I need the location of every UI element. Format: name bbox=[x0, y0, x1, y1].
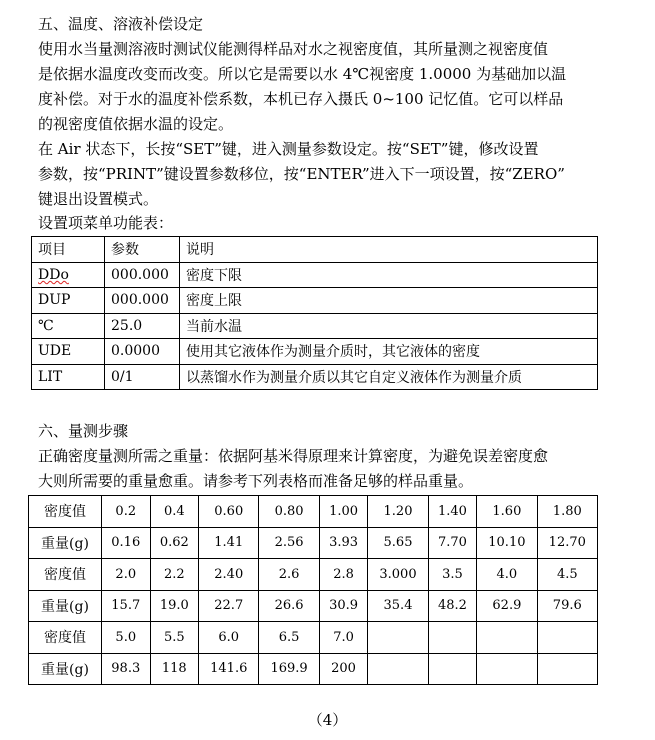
table-cell: 使用其它液体作为测量介质时，其它液体的密度 bbox=[180, 339, 598, 365]
table-cell: 2.2 bbox=[150, 559, 199, 591]
table-cell: 79.6 bbox=[537, 590, 597, 622]
table-cell: 0.0000 bbox=[105, 339, 180, 365]
table-cell: 62.9 bbox=[477, 590, 537, 622]
section5-para2-line: 键退出设置模式。 bbox=[38, 190, 159, 208]
table-cell: 48.2 bbox=[428, 590, 477, 622]
table-cell bbox=[477, 622, 537, 654]
table-cell: 0.16 bbox=[102, 527, 151, 559]
table-cell: 当前水温 bbox=[180, 313, 598, 339]
table-cell: 2.56 bbox=[259, 527, 319, 559]
table-cell: 4.0 bbox=[477, 559, 537, 591]
table-cell: 2.0 bbox=[102, 559, 151, 591]
table-row bbox=[29, 496, 598, 528]
section6-para-line: 正确密度量测所需之重量：依据阿基米得原理来计算密度，为避免误差密度愈 bbox=[38, 447, 549, 465]
table-cell: 5.65 bbox=[368, 527, 428, 559]
table-cell: 200 bbox=[319, 653, 368, 685]
section5-para2-line: 在 Air 状态下，长按“SET”键，进入测量参数设定。按“SET”键，修改设置 bbox=[38, 140, 539, 158]
table-row bbox=[29, 559, 598, 591]
table-cell: 4.5 bbox=[537, 559, 597, 591]
table-cell: 26.6 bbox=[259, 590, 319, 622]
table-header-cell: 参数 bbox=[105, 237, 180, 263]
table-cell: 000.000 bbox=[105, 262, 180, 288]
table-cell: 0.80 bbox=[259, 496, 319, 528]
table-cell bbox=[537, 653, 597, 685]
table-cell: 10.10 bbox=[477, 527, 537, 559]
table-cell bbox=[428, 653, 477, 685]
section6-heading: 六、量测步骤 bbox=[38, 422, 129, 440]
table-cell: 3.93 bbox=[319, 527, 368, 559]
table-cell: 1.00 bbox=[319, 496, 368, 528]
table-cell: 以蒸馏水作为测量介质以其它自定义液体作为测量介质 bbox=[180, 364, 598, 390]
table-cell: 0.62 bbox=[150, 527, 199, 559]
table-cell: 1.41 bbox=[199, 527, 259, 559]
density-weight-table bbox=[28, 495, 598, 685]
settings-table-caption: 设置项菜单功能表： bbox=[38, 214, 174, 232]
table-cell: 000.000 bbox=[105, 288, 180, 314]
table-cell: 98.3 bbox=[102, 653, 151, 685]
table-cell: 1.60 bbox=[477, 496, 537, 528]
table-cell: 3.5 bbox=[428, 559, 477, 591]
row-header-cell: 密度值 bbox=[29, 622, 102, 654]
table-cell: 1.80 bbox=[537, 496, 597, 528]
table-cell: 141.6 bbox=[199, 653, 259, 685]
table-cell: 0/1 bbox=[105, 364, 180, 390]
table-cell: 15.7 bbox=[102, 590, 151, 622]
table-row bbox=[32, 339, 598, 365]
table-cell bbox=[368, 653, 428, 685]
table-cell: 25.0 bbox=[105, 313, 180, 339]
table-cell bbox=[368, 622, 428, 654]
table-cell: 35.4 bbox=[368, 590, 428, 622]
table-cell: LIT bbox=[32, 364, 105, 390]
table-cell: 1.40 bbox=[428, 496, 477, 528]
section5-heading: 五、温度、溶液补偿设定 bbox=[38, 15, 204, 33]
table-cell: 3.000 bbox=[368, 559, 428, 591]
table-cell: 0.4 bbox=[150, 496, 199, 528]
table-cell: 5.5 bbox=[150, 622, 199, 654]
row-header-cell: 重量(g) bbox=[29, 653, 102, 685]
table-cell bbox=[428, 622, 477, 654]
table-row bbox=[29, 622, 598, 654]
table-row bbox=[29, 590, 598, 622]
table-cell bbox=[537, 622, 597, 654]
table-row bbox=[32, 288, 598, 314]
table-cell: 7.0 bbox=[319, 622, 368, 654]
table-cell: 密度下限 bbox=[180, 262, 598, 288]
table-cell: DUP bbox=[32, 288, 105, 314]
table-cell: 12.70 bbox=[537, 527, 597, 559]
section5-para1-line: 度补偿。对于水的温度补偿系数，本机已存入摄氏 0~100 记忆值。它可以样品 bbox=[38, 90, 564, 108]
table-row bbox=[32, 262, 598, 288]
table-cell: 2.40 bbox=[199, 559, 259, 591]
table-cell: 22.7 bbox=[199, 590, 259, 622]
table-row bbox=[32, 313, 598, 339]
table-cell: 1.20 bbox=[368, 496, 428, 528]
section5-para1-line: 的视密度值依据水温的设定。 bbox=[38, 115, 234, 133]
table-cell: 7.70 bbox=[428, 527, 477, 559]
table-cell: 118 bbox=[150, 653, 199, 685]
table-cell: 19.0 bbox=[150, 590, 199, 622]
table-cell: 6.5 bbox=[259, 622, 319, 654]
table-row bbox=[32, 364, 598, 390]
table-row bbox=[29, 527, 598, 559]
section6-para-line: 大则所需要的重量愈重。请参考下列表格而准备足够的样品重量。 bbox=[38, 472, 474, 490]
table-cell: 2.6 bbox=[259, 559, 319, 591]
table-header-row bbox=[32, 237, 598, 263]
table-row bbox=[29, 653, 598, 685]
table-cell: 30.9 bbox=[319, 590, 368, 622]
section5-para1-line: 是依据水温度改变而改变。所以它是需要以水 4℃视密度 1.0000 为基础加以温 bbox=[38, 65, 567, 83]
section5-para2-line: 参数，按“PRINT”键设置参数移位，按“ENTER”进入下一项设置，按“ZERO” bbox=[38, 165, 565, 183]
table-header-cell: 说明 bbox=[180, 237, 598, 263]
table-cell: 169.9 bbox=[259, 653, 319, 685]
row-header-cell: 密度值 bbox=[29, 559, 102, 591]
table-cell: 0.2 bbox=[102, 496, 151, 528]
table-cell: 0.60 bbox=[199, 496, 259, 528]
settings-menu-table bbox=[31, 236, 598, 390]
page-number: （4） bbox=[307, 711, 348, 729]
table-cell: 2.8 bbox=[319, 559, 368, 591]
table-cell: 6.0 bbox=[199, 622, 259, 654]
row-header-cell: 密度值 bbox=[29, 496, 102, 528]
table-cell bbox=[477, 653, 537, 685]
table-cell: ℃ bbox=[32, 313, 105, 339]
table-cell bbox=[32, 262, 105, 288]
row-header-cell: 重量(g) bbox=[29, 527, 102, 559]
section5-para1-line: 使用水当量测溶液时测试仪能测得样品对水之视密度值，其所量测之视密度值 bbox=[38, 40, 549, 58]
table-cell: 密度上限 bbox=[180, 288, 598, 314]
row-header-cell: 重量(g) bbox=[29, 590, 102, 622]
item-code: DDo bbox=[38, 266, 69, 283]
table-cell: UDE bbox=[32, 339, 105, 365]
table-cell: 5.0 bbox=[102, 622, 151, 654]
table-header-cell: 项目 bbox=[32, 237, 105, 263]
